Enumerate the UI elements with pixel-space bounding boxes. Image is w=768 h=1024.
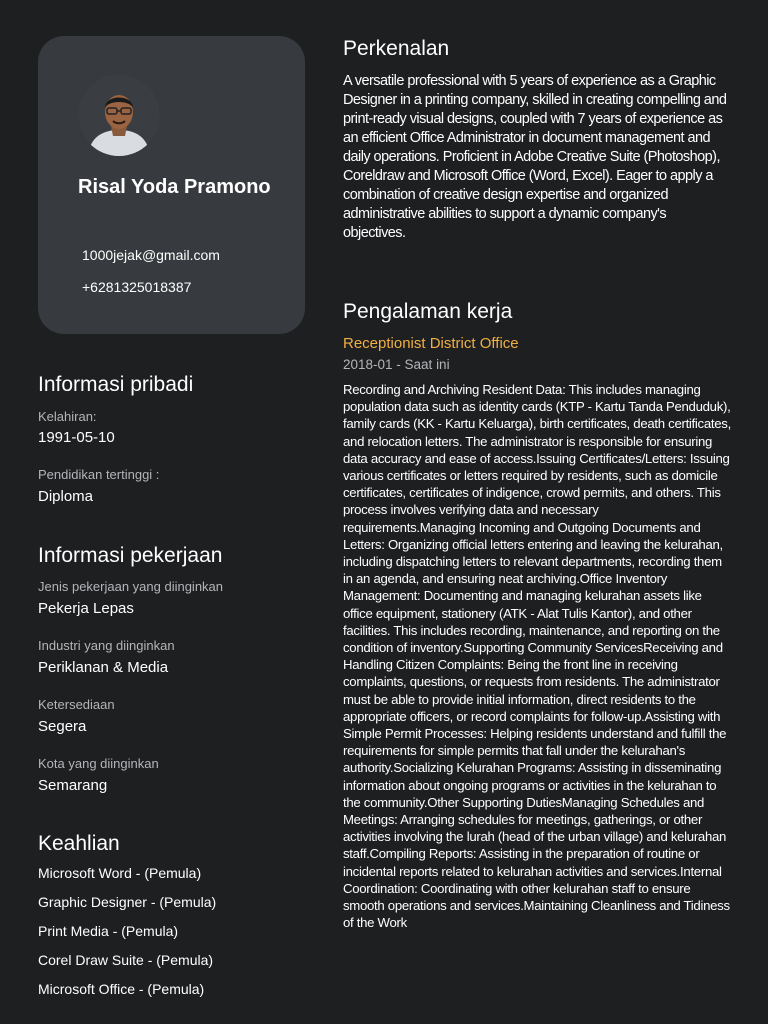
personal-info-heading: Informasi pribadi [38,373,194,396]
skills-list [38,864,216,1009]
job-description: Recording and Archiving Resident Data: This includes managing population data such as identity cards (KTP - Kartu Tanda Penduduk), family cards (KK - Kartu Keluarga), birth certificates, death certificates, and relocation letters. The administrator is responsible for ensuring data accuracy and ease of access.Issuing Certificates/Letters: Issuing various certificates or letters required by residents, such as domicile certificates, certificates of indigence, crowd permits, and others. This process involves verifying data and necessary requirements.Managing Incoming and Outgoing Documents and Letters: Organizing official letters entering and leaving the kelurahan, including dispatching letters to relevant departments, recording them in an agenda, and ensuring neat archiving.Office Inventory Management: Documenting and managing kelurahan assets like office equipment, stationery (ATK - Alat Tulis Kantor), and other facilities. This includes recording, maintenance, and reporting on the condition of inventory.Supporting Community ServicesReceiving and Handling Citizen Complaints: Being the front line in receiving complaints, questions, or requests from residents. The administrator must be able to provide initial information, direct residents to the appropriate officers, or record complaints for follow-up.Assisting with Simple Permit Processes: Helping residents understand and fulfill the requirements for simple permits that fall under the kelurahan's authority.Socializing Kelurahan Programs: Assisting in disseminating information about ongoing programs or activities in the kelurahan to the community.Other Supporting DutiesManaging Schedules and Meetings: Arranging schedules for meetings, gatherings, or other activities involving the lurah (head of the urban village) and kelurahan staff.Compiling Reports: Assisting in the preparation of routine or incidental reports related to kelurahan activities and services.Internal Coordination: Coordinating with other kelurahan staff to ensure smooth operations and services.Maintaining Cleanliness and Tidiness of the Work [343,382,731,931]
availability-label: Ketersediaan [38,697,115,712]
job-period: 2018-01 - Saat ini [343,357,450,372]
city-value: Semarang [38,777,108,794]
birth-label: Kelahiran: [38,409,97,424]
avatar [78,74,160,156]
profile-photo-icon [78,74,160,156]
skill-item: Corel Draw Suite - (Pemula) [38,952,214,968]
birth-value: 1991-05-10 [38,429,115,446]
job-type-value: Pekerja Lepas [38,600,134,617]
industry-label: Industri yang diinginkan [38,638,175,653]
experience-heading: Pengalaman kerja [343,300,513,323]
profile-card [38,36,305,334]
skill-item: Microsoft Word - (Pemula) [38,865,202,881]
profile-name: Risal Yoda Pramono [78,176,271,198]
skill-item: Microsoft Office - (Pemula) [38,981,205,997]
job-info-heading: Informasi pekerjaan [38,544,223,567]
profile-email[interactable]: 1000jejak@gmail.com [82,247,220,263]
availability-value: Segera [38,718,87,735]
skill-item: Graphic Designer - (Pemula) [38,894,217,910]
skills-heading: Keahlian [38,832,120,855]
summary-heading: Perkenalan [343,37,450,60]
industry-value: Periklanan & Media [38,659,169,676]
summary-text: A versatile professional with 5 years of experience as a Graphic Designer in a printing company, skilled in creating compelling and print-ready visual designs, coupled with 7 years of experience as an efficient Office Administrator in document management and daily operations. Proficient in Adobe Creative Suite (Photoshop), Coreldraw and Microsoft Office (Word, Excel). Eager to apply a combination of creative design expertise and organized administrative abilities to support a dynamic company's objectives. [343,73,727,241]
education-value: Diploma [38,488,94,505]
job-type-label: Jenis pekerjaan yang diinginkan [38,579,224,594]
city-label: Kota yang diinginkan [38,756,159,771]
job-title: Receptionist District Office [343,335,519,352]
skill-item: Print Media - (Pemula) [38,923,179,939]
education-label: Pendidikan tertinggi : [38,467,160,482]
profile-phone[interactable]: +6281325018387 [82,279,192,295]
